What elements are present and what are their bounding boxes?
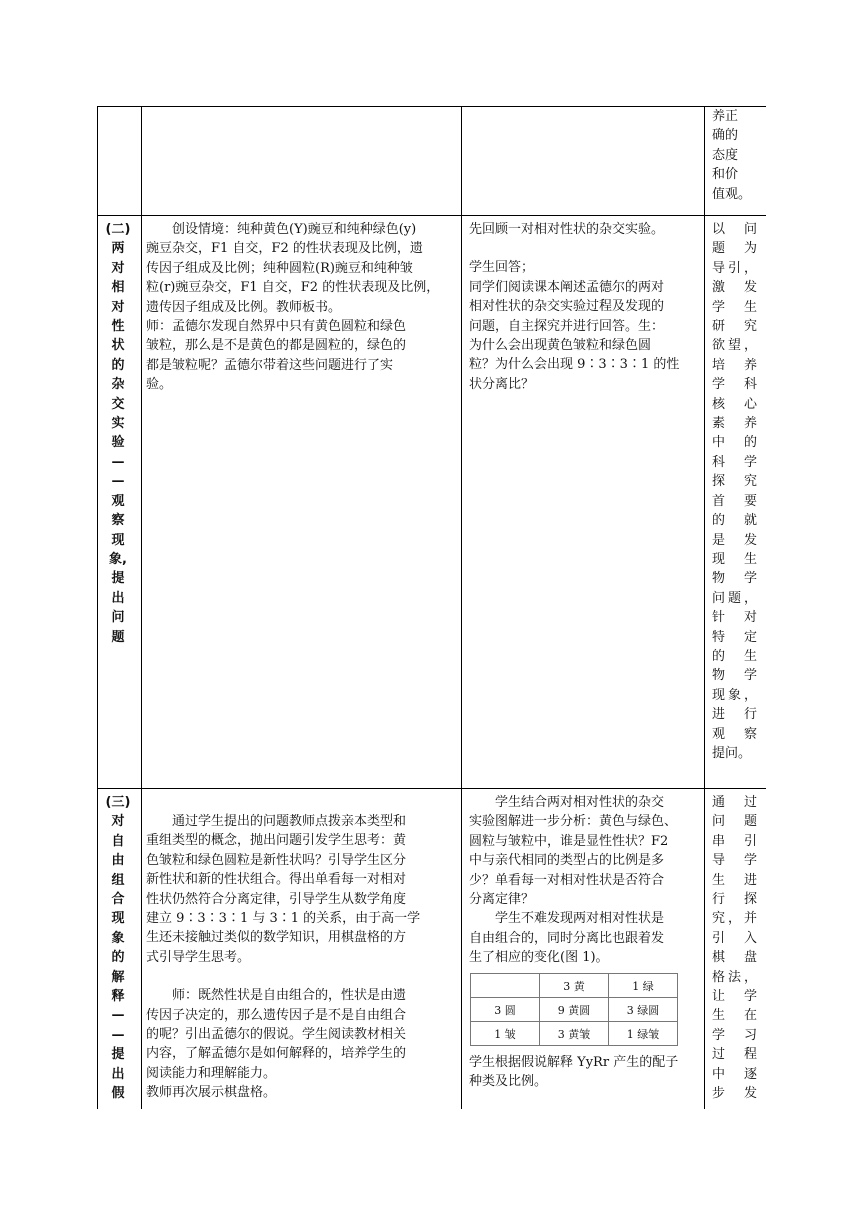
teacher-line: 内容，了解孟德尔是如何解释的，培养学生的 xyxy=(146,1046,407,1062)
note-line: 欲望， xyxy=(712,338,757,354)
stage-char: 相 xyxy=(111,280,125,296)
stage-char: 交 xyxy=(111,396,125,412)
row2-student-cell xyxy=(469,793,700,968)
stage-char: 合 xyxy=(111,892,125,908)
teacher-line: 性状仍然符合分离定律，引导学生从数学角度 xyxy=(146,891,407,907)
teacher-line: 传因子组成及比例；纯种圆粒(R)豌豆和纯种皱 xyxy=(146,260,413,276)
teacher-line: 建立 9∶3∶3∶1 与 3∶1 的关系，由于高一学 xyxy=(146,911,421,927)
student-line: 先回顾一对相对性状的杂交实验。 xyxy=(469,222,665,237)
chessboard-cell: 1 绿 xyxy=(609,974,678,998)
note-line: 让学 xyxy=(712,989,757,1005)
chessboard-cell: 3 绿圆 xyxy=(609,998,678,1022)
stage-char: 两 xyxy=(111,241,125,257)
note-line: 行探 xyxy=(712,892,757,908)
note-line: 提问。 xyxy=(712,745,752,761)
chessboard-table xyxy=(470,973,678,1046)
chessboard-row xyxy=(471,998,678,1022)
chessboard-cell: 3 黄皱 xyxy=(540,1022,609,1046)
teacher-line xyxy=(146,967,458,986)
note-line: 针对 xyxy=(712,610,757,626)
note-line: 值观。 xyxy=(712,186,752,202)
stage-char: 对 xyxy=(111,814,125,830)
student-line: 实验图解进一步分析：黄色与绿色、 xyxy=(469,814,678,830)
stage-char: 解 xyxy=(111,969,125,985)
student-line xyxy=(469,239,700,258)
teacher-line: 粒(r)豌豆杂交，F1 自交，F2 的性状表现及比例， xyxy=(146,280,440,296)
teacher-line: 通过学生提出的问题教师点拨亲本类型和 xyxy=(172,814,407,829)
stage-char: — xyxy=(111,474,125,490)
teacher-line: 豌豆杂交，F1 自交，F2 的性状表现及比例，遗 xyxy=(146,241,423,257)
student-line: 状分离比？ xyxy=(469,376,535,392)
stage-char: 的 xyxy=(111,357,125,373)
student-line: 中与亲代相同的类型占的比例是多 xyxy=(469,853,665,869)
chessboard-cell: 1 绿皱 xyxy=(609,1022,678,1046)
note-line: 的就 xyxy=(712,513,757,529)
note-line: 和价 xyxy=(712,167,739,183)
note-line: 特定 xyxy=(712,629,757,645)
note-line: 现生 xyxy=(712,551,757,567)
chessboard-cell: 9 黄圆 xyxy=(540,998,609,1022)
row0-note-cell xyxy=(712,107,757,204)
student-line: 同学们阅读课本阐述孟德尔的两对 xyxy=(469,279,665,295)
stage-char: 提 xyxy=(111,1047,125,1063)
note-line: 生在 xyxy=(712,1008,757,1024)
teacher-line: 色皱粒和绿色圆粒是新性状吗？引导学生区分 xyxy=(146,852,407,868)
note-line: 科学 xyxy=(712,454,757,470)
note-line: 中逐 xyxy=(712,1066,757,1082)
stage-char: 察 xyxy=(111,513,125,529)
teacher-line: 生还未接触过类似的数学知识，用棋盘格的方 xyxy=(146,930,407,946)
note-line: 素养 xyxy=(712,416,757,432)
note-line: 培养 xyxy=(712,357,757,373)
student-line: 相对性状的杂交实验过程及发现的 xyxy=(469,299,665,315)
row2-note-cell xyxy=(712,793,757,1104)
row2-teacher-cell xyxy=(146,812,458,1103)
chessboard-row xyxy=(471,974,678,998)
student-line: 种类及比例。 xyxy=(469,1074,548,1090)
note-line: 生进 xyxy=(712,872,757,888)
note-line: 串引 xyxy=(712,833,757,849)
chessboard-cell: 3 圆 xyxy=(471,998,540,1022)
stage-char: 现 xyxy=(111,532,125,548)
stage-char: — xyxy=(111,1027,125,1043)
row1-student-cell xyxy=(469,220,700,394)
chessboard-row xyxy=(471,1022,678,1046)
column-divider xyxy=(141,107,142,1109)
stage-char: 杂 xyxy=(111,377,125,393)
teacher-line: 遗传因子组成及比例。教师板书。 xyxy=(146,299,342,315)
row1-stage-cell xyxy=(103,220,133,647)
teacher-line: 教师再次展示棋盘格。 xyxy=(146,1085,277,1101)
stage-char: 验 xyxy=(111,435,125,451)
student-line: 学生结合两对相对性状的杂交 xyxy=(495,795,665,810)
note-line: 以问 xyxy=(712,222,757,237)
note-line: 中的 xyxy=(712,435,757,451)
note-line: 导学 xyxy=(712,853,757,869)
note-line: 格法， xyxy=(712,969,757,985)
stage-char: 性 xyxy=(111,319,125,335)
teacher-line: 创设情境：纯种黄色(Y)豌豆和纯种绿色(y) xyxy=(172,222,417,237)
note-line: 学生 xyxy=(712,299,757,315)
note-line: 是发 xyxy=(712,532,757,548)
student-line: 学生不难发现两对相对性状是 xyxy=(495,911,665,927)
stage-char: 现 xyxy=(111,911,125,927)
chessboard-cell: 1 皱 xyxy=(471,1022,540,1046)
teacher-line: 阅读能力和理解能力。 xyxy=(146,1065,277,1081)
note-line: 学习 xyxy=(712,1027,757,1043)
stage-char: 问 xyxy=(111,610,125,626)
student-line: 学生回答； xyxy=(469,260,535,276)
row2-stage-cell xyxy=(103,793,133,1104)
stage-char: 假 xyxy=(111,1086,125,1102)
teacher-line: 新性状和新的性状组合。得出单看每一对相对 xyxy=(146,872,407,888)
stage-char: 由 xyxy=(111,853,125,869)
note-line: 通过 xyxy=(712,795,757,810)
note-line: 确的 xyxy=(712,128,739,144)
stage-char: 状 xyxy=(111,338,125,354)
student-line: 少？单看每一对相对性状是否符合 xyxy=(469,872,665,888)
note-line: 核心 xyxy=(712,396,757,412)
row2-student-cell-continued xyxy=(469,1053,700,1092)
student-line: 为什么会出现黄色皱粒和绿色圆 xyxy=(469,338,652,354)
stage-char: 象 xyxy=(111,930,125,946)
teacher-line: 验。 xyxy=(146,377,173,393)
note-line: 观察 xyxy=(712,726,757,742)
teacher-line: 式引导学生思考。 xyxy=(146,949,251,965)
stage-char: 释 xyxy=(111,989,125,1005)
note-line: 问题 xyxy=(712,814,757,830)
student-line: 分离定律？ xyxy=(469,892,535,908)
stage-char: 出 xyxy=(111,1066,125,1082)
note-line: 过程 xyxy=(712,1047,757,1063)
note-line: 步发 xyxy=(712,1086,757,1102)
stage-char: 组 xyxy=(111,872,125,888)
note-line: 题为 xyxy=(712,241,757,257)
note-line: 究，并 xyxy=(712,911,757,927)
note-line: 棋盘 xyxy=(712,950,757,966)
note-line: 激发 xyxy=(712,280,757,296)
note-line: 首要 xyxy=(712,493,757,509)
stage-char: 题 xyxy=(111,629,125,645)
row1-teacher-cell xyxy=(146,220,458,395)
stage-char: 实 xyxy=(111,416,125,432)
stage-char: 对 xyxy=(111,260,125,276)
chessboard-cell: 3 黄 xyxy=(540,974,609,998)
row-divider xyxy=(98,215,766,216)
stage-char: 对 xyxy=(111,299,125,315)
teacher-line: 师：孟德尔发现自然界中只有黄色圆粒和绿色 xyxy=(146,319,407,335)
note-line: 现象， xyxy=(712,687,757,703)
note-line: 问题， xyxy=(712,590,757,606)
note-line: 物学 xyxy=(712,668,757,684)
note-line: 学科 xyxy=(712,377,757,393)
student-line: 粒？为什么会出现 9∶3∶3∶1 的性 xyxy=(469,357,680,373)
column-divider xyxy=(704,107,705,1109)
student-line: 圆粒与皱粒中，谁是显性性状？F2 xyxy=(469,833,669,849)
row-divider xyxy=(98,788,766,789)
note-line: 进行 xyxy=(712,707,757,723)
row1-note-cell xyxy=(712,220,757,763)
stage-char: 观 xyxy=(111,493,125,509)
stage-char: 出 xyxy=(111,590,125,606)
stage-char: (三) xyxy=(105,795,131,810)
teacher-line: 传因子决定的，那么遗传因子是不是自由组合 xyxy=(146,1007,407,1023)
note-line: 导引， xyxy=(712,260,757,276)
column-divider xyxy=(461,107,462,1109)
note-line: 探究 xyxy=(712,474,757,490)
note-line: 引入 xyxy=(712,930,757,946)
teacher-line: 重组类型的概念，抛出问题引发学生思考：黄 xyxy=(146,833,407,849)
note-line: 的生 xyxy=(712,648,757,664)
stage-char: 象, xyxy=(109,551,127,567)
note-line: 态度 xyxy=(712,147,739,163)
note-line: 研究 xyxy=(712,319,757,335)
stage-char: 自 xyxy=(111,833,125,849)
stage-char: — xyxy=(111,1008,125,1024)
student-line: 生了相应的变化(图 1)。 xyxy=(469,950,609,966)
stage-char: 提 xyxy=(111,571,125,587)
student-line: 问题，自主探究并进行回答。生： xyxy=(469,318,665,334)
teacher-line: 的呢？引出孟德尔的假说。学生阅读教材相关 xyxy=(146,1027,407,1043)
chessboard-cell xyxy=(471,974,540,998)
stage-char: — xyxy=(111,454,125,470)
student-line: 学生根据假说解释 YyRr 产生的配子 xyxy=(469,1055,679,1070)
teacher-line: 都是皱粒呢？孟德尔带着这些问题进行了实 xyxy=(146,357,394,373)
note-line: 养正 xyxy=(712,109,739,124)
stage-char: 的 xyxy=(111,950,125,966)
student-line: 自由组合的，同时分离比也跟着发 xyxy=(469,930,665,946)
stage-char: (二) xyxy=(105,222,131,237)
teacher-line: 皱粒，那么是不是黄色的都是圆粒的，绿色的 xyxy=(146,338,407,354)
note-line: 物学 xyxy=(712,571,757,587)
teacher-line: 师：既然性状是自由组合的，性状是由遗 xyxy=(172,988,407,1004)
